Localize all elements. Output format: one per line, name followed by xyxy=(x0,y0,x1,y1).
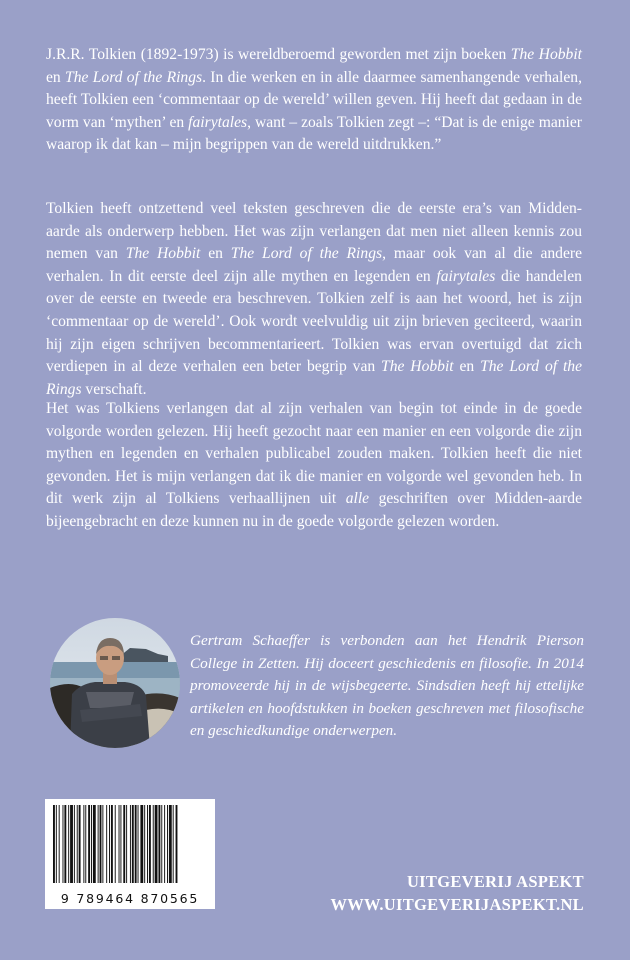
barcode-bar xyxy=(100,805,102,883)
barcode-bar xyxy=(93,805,96,883)
barcode-bar xyxy=(147,805,148,883)
author-photo xyxy=(50,618,180,748)
barcode-bar xyxy=(123,805,125,883)
barcode-bar xyxy=(158,805,160,883)
barcode-bar xyxy=(119,805,120,883)
barcode-bar xyxy=(85,805,86,883)
barcode-bar xyxy=(161,805,162,883)
barcode-bar xyxy=(56,805,57,883)
barcode-bar xyxy=(74,805,75,883)
barcode-bar xyxy=(155,805,158,883)
publisher-url[interactable]: WWW.UITGEVERIJASPEKT.NL xyxy=(330,895,584,914)
barcode-bar xyxy=(102,805,103,883)
barcode-bar xyxy=(53,805,55,883)
barcode-bar xyxy=(91,805,92,883)
barcode-bar xyxy=(120,805,121,883)
barcode-bar xyxy=(153,805,154,883)
barcode-bar xyxy=(68,805,69,883)
barcode-bar xyxy=(115,805,116,883)
barcode-bar xyxy=(88,805,90,883)
barcode-bar xyxy=(140,805,143,883)
barcode-bar xyxy=(111,805,113,883)
body-paragraph-3: Het was Tolkiens verlangen dat al zijn verhalen van begin tot einde in de goede volgorde worden gelezen. Hij heeft gezocht naar een manier en een volgorde die zijn mythen en legenden en verhalen publicabel zouden maken. Tolkien heeft die niet gevonden. Het is mijn verlangen dat ik die manier en volgorde wel gevonden heb. In dit werk zijn al Tolkiens verhaallijnen uit alle geschriften over Midden-aarde bijeengebracht en deze kunnen nu in de goede volgorde gelezen worden. xyxy=(46,400,582,530)
barcode-bar xyxy=(106,805,107,883)
barcode-bar xyxy=(176,805,178,883)
barcode-bar xyxy=(173,805,174,883)
body-paragraph-2: Tolkien heeft ontzettend veel teksten geschreven die de eerste era’s van Midden-aarde als onderwerp hebben. Het was zijn verlangen dat men niet alleen kennis zou nemen van The Hobbit en The Lord of the Rings, maar ook van al die andere verhalen. In dit eerste deel zijn alle mythen en legenden en fairytales die handelen over de eerste en tweede era beschreven. Tolkien zelf is aan het woord, het is zijn ‘commentaar op de wereld’. Ook wordt veelvuldig uit zijn brieven geciteerd, waarin hij zijn eigen schrijven becommentarieert. Tolkien was ervan overtuigd dat zich verdiepen in al deze verhalen een beter begrip van The Hobbit en The Lord of the Rings verschaft. xyxy=(46,200,583,398)
barcode-bar xyxy=(135,805,137,883)
barcode-bar xyxy=(169,805,172,883)
barcode-bar xyxy=(149,805,151,883)
barcode-bar xyxy=(64,805,66,883)
publisher-name: UITGEVERIJ ASPEKT xyxy=(406,872,584,891)
barcode-bar xyxy=(167,805,168,883)
barcode-bar xyxy=(63,805,64,883)
barcode-bar xyxy=(138,805,139,883)
barcode-bar xyxy=(132,805,134,883)
barcode-bar xyxy=(79,805,81,883)
barcode-bar xyxy=(70,805,73,883)
isbn-number: 9 789464 870565 xyxy=(60,891,200,906)
barcode-bar xyxy=(130,805,131,883)
barcode-bar xyxy=(144,805,145,883)
barcode xyxy=(45,799,215,909)
barcode-bar xyxy=(109,805,110,883)
barcode-bar xyxy=(98,805,99,883)
barcode-bar xyxy=(164,805,165,883)
barcode-bar xyxy=(77,805,78,883)
author-bio: Gertram Schaeffer is verbonden aan het Hendrik Pierson College in Zetten. Hij doceert geschiedenis en filosofie. In 2014 promoveerde hij in de wijsbegeerte. Sindsdien heeft hij ettelijke artikelen en hoofdstukken in boeken geschreven met filosofische en geschiedkundige onderwerpen. xyxy=(190,632,584,740)
barcode-bar xyxy=(59,805,60,883)
barcode-bar xyxy=(83,805,84,883)
intro-paragraph: J.R.R. Tolkien (1892-1973) is wereldberoemd geworden met zijn boeken The Hobbit en The Lord of the Rings. In die werken en in alle daarmee samenhangende verhalen, heeft Tolkien een ‘commentaar op de wereld’ willen geven. Hij heeft dat gedaan in de vorm van ‘mythen’ en fairytales, want – zoals Tolkien zegt –: “Dat is de enige manier waarop ik dat kan – mijn begrippen van de wereld uitdrukken.” xyxy=(46,46,583,154)
barcode-bar xyxy=(126,805,127,883)
